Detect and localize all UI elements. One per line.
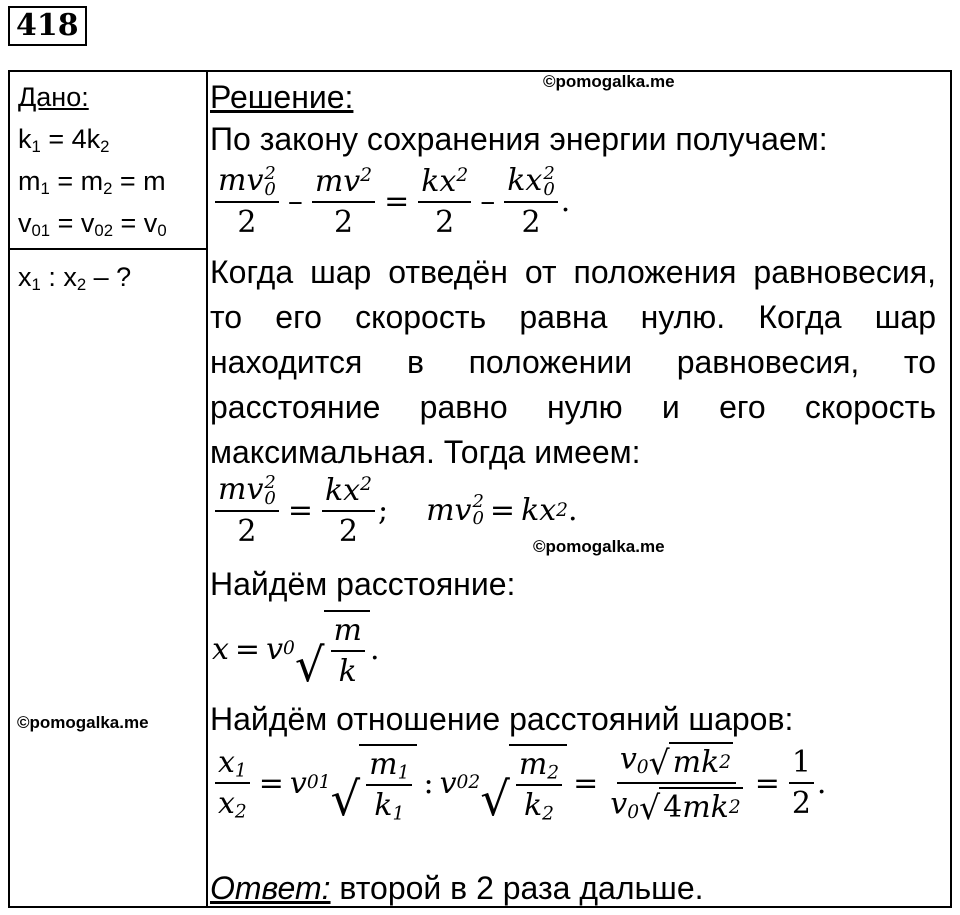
watermark-left: ©pomogalka.me	[17, 713, 149, 732]
given-stiffness: $k_1 = 4k_2$	[18, 124, 110, 157]
fraction-kx-eq2: $\frac{kx^2}{2}$	[322, 474, 375, 548]
find-section: $x_1$ : $x_2$ – ?	[18, 262, 132, 295]
find-ratio-text: Найдём отношение расстояний шаров:	[210, 701, 794, 737]
ratio-equation: $\frac{x_1}{x_2}$ = v 01 √ $\frac{m_1}{k_1}$ : v 02 √ $\frac{m_2}{k_2}$ = $v_0$ √ m k 2 $v_0$ √ 4 m k 2 = $\frac{1}{2}$ .	[212, 742, 826, 824]
given-column	[10, 72, 208, 906]
fraction-x1-x2: $\frac{x_1}{x_2}$	[215, 746, 250, 820]
fraction-sqrt-ratio: $v_0$ √ m k 2 $v_0$ √ 4 m k 2	[610, 741, 741, 827]
fraction-mv: $\frac{mv^2}{2}$	[312, 165, 375, 239]
sqrt-m1-k1: √ $\frac{m_1}{k_1}$	[331, 744, 418, 822]
fraction-kx: $\frac{kx^2}{2}$	[418, 165, 471, 239]
given-mass: $m_1 = m_2 = m$	[18, 166, 166, 199]
paragraph-line-1: Когда шар отведён от положения равновесия,	[210, 254, 936, 290]
paragraph-line-2: то его скорость равна нулю. Когда шар	[210, 299, 936, 335]
solution-title: Решение:	[210, 79, 354, 115]
distance-equation: x = v 0 √ $\frac{m}{k}$ .	[212, 610, 380, 688]
fraction-one-half: $\frac{1}{2}$	[789, 746, 814, 820]
equilibrium-equation: mv 2 0 2 = $\frac{kx^2}{2}$ ; mv 2 0 = kx 2 .	[212, 473, 578, 548]
energy-equation: mv 2 0 2 – $\frac{mv^2}{2}$ = $\frac{kx^2}{2}$ – kx 2 0 2 .	[212, 164, 570, 239]
fraction-mv0: mv 2 0 2	[215, 164, 279, 239]
watermark-middle: ©pomogalka.me	[533, 537, 665, 556]
answer-label: Ответ:	[210, 870, 331, 906]
answer-text: второй в 2 раза дальше.	[330, 870, 704, 906]
given-section	[10, 72, 206, 250]
find-distance-text: Найдём расстояние:	[210, 566, 516, 602]
given-velocity: $v_{01} = v_{02} = v_0$	[18, 208, 167, 241]
problem-number: 418	[8, 6, 87, 46]
sqrt-m2-k2: √ $\frac{m_2}{k_2}$	[480, 744, 567, 822]
given-title: Дано:	[18, 82, 89, 112]
sqrt-m-over-k: √ $\frac{m}{k}$	[295, 610, 370, 688]
paragraph-line-4: расстояние равно нулю и его скорость	[210, 389, 936, 425]
watermark-top: ©pomogalka.me	[543, 72, 675, 91]
fraction-mv0-eq2: mv 2 0 2	[215, 473, 279, 548]
answer-line	[210, 866, 704, 911]
paragraph-line-5: максимальная. Тогда имеем:	[210, 434, 641, 470]
paragraph-line-3: находится в положении равновесия, то	[210, 344, 936, 380]
solution-line-energy: По закону сохранения энергии получаем:	[210, 121, 828, 157]
fraction-kx0: kx 2 0 2	[504, 164, 558, 239]
